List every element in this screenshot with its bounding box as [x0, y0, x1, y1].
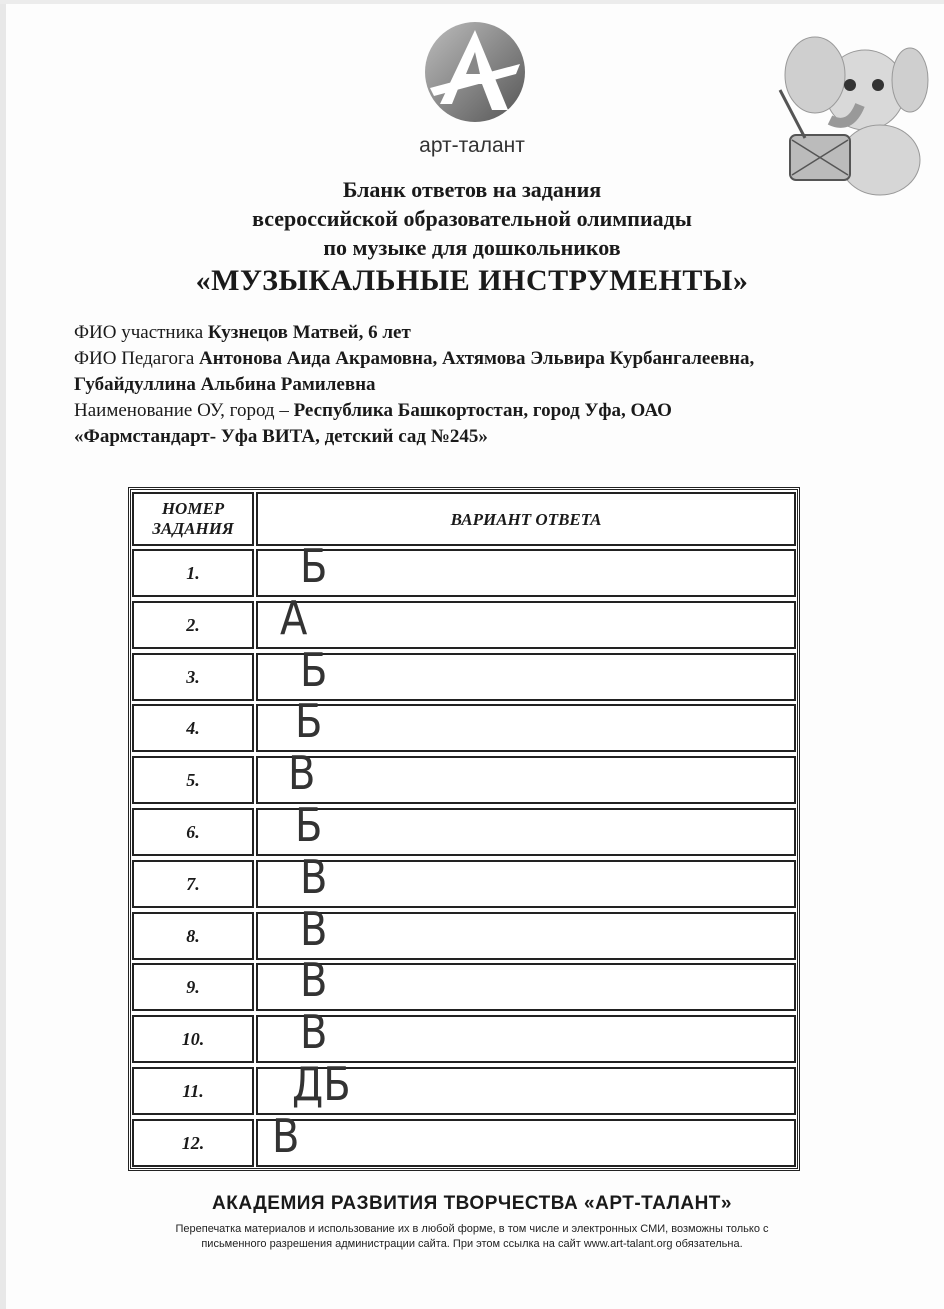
- handwritten-answer: В: [272, 1110, 300, 1164]
- answer-cell: [256, 1119, 796, 1167]
- header-num-line-2: ЗАДАНИЯ: [152, 519, 234, 538]
- participant-line: [74, 320, 874, 346]
- task-number-cell: 4.: [132, 704, 254, 752]
- footer-title: АКАДЕМИЯ РАЗВИТИЯ ТВОРЧЕСТВА «АРТ-ТАЛАНТ»: [212, 1193, 732, 1214]
- handwritten-answer: ДБ: [292, 1058, 351, 1112]
- participant-value: Кузнецов Матвей, 6 лет: [207, 322, 411, 343]
- title-line-3: по музыке для дошкольников: [323, 235, 621, 260]
- handwritten-answer: В: [288, 747, 316, 801]
- teacher-value-2: Губайдуллина Альбина Рамилевна: [74, 374, 376, 395]
- answer-cell: [256, 653, 796, 701]
- handwritten-answer: А: [280, 592, 308, 646]
- olympiad-name: «МУЗЫКАЛЬНЫЕ ИНСТРУМЕНТЫ»: [195, 264, 749, 297]
- title-line-1: Бланк ответов на задания: [342, 177, 602, 202]
- answer-cell: [256, 912, 796, 960]
- task-number-cell: 9.: [132, 963, 254, 1011]
- answer-cell: [256, 808, 796, 856]
- header-num-line-1: НОМЕР: [161, 499, 225, 518]
- art-talant-logo-icon: [420, 18, 530, 126]
- participant-label: ФИО участника: [74, 322, 208, 343]
- answer-cell: [256, 601, 796, 649]
- institution-line: [74, 398, 874, 424]
- handwritten-answer: В: [300, 1006, 328, 1060]
- institution-label: Наименование ОУ, город –: [74, 400, 294, 421]
- answer-cell: [256, 963, 796, 1011]
- task-number-cell: 2.: [132, 601, 254, 649]
- footer-note-line-2: письменного разрешения администрации сайта. При этом ссылка на сайт www.art-talant.org обязательна.: [201, 1238, 743, 1250]
- task-number-cell: 1.: [132, 549, 254, 597]
- handwritten-answer: В: [300, 903, 328, 957]
- brand-name: арт-талант: [419, 134, 525, 157]
- header-task-number: [132, 492, 254, 546]
- teacher-label: ФИО Педагога: [74, 348, 200, 369]
- header-answer-variant: ВАРИАНТ ОТВЕТА: [256, 492, 796, 546]
- task-number-cell: 10.: [132, 1015, 254, 1063]
- handwritten-answer: Б: [300, 540, 328, 594]
- handwritten-answer: Б: [300, 644, 328, 698]
- handwritten-answer: В: [300, 954, 328, 1008]
- answer-cell: [256, 549, 796, 597]
- handwritten-answer: В: [300, 851, 328, 905]
- teacher-value-1: Антонова Аида Акрамовна, Ахтямова Эльвира Курбангалеевна,: [199, 348, 755, 369]
- task-number-cell: 12.: [132, 1119, 254, 1167]
- answer-cell: [256, 1015, 796, 1063]
- handwritten-answer: Б: [295, 799, 323, 853]
- answer-cell: [256, 704, 796, 752]
- task-number-cell: 6.: [132, 808, 254, 856]
- title-line-2: всероссийской образовательной олимпиады: [252, 206, 692, 231]
- task-number-cell: 5.: [132, 756, 254, 804]
- institution-value-2: «Фармстандарт- Уфа ВИТА, детский сад №245»: [74, 426, 488, 447]
- scan-edge: [0, 0, 6, 1309]
- teacher-line-2: [74, 372, 874, 398]
- footer-note: [100, 1222, 844, 1252]
- answer-cell: [256, 860, 796, 908]
- institution-value-1: Республика Башкортостан, город Уфа, ОАО: [293, 400, 672, 421]
- institution-line-2: [74, 424, 874, 450]
- task-number-cell: 8.: [132, 912, 254, 960]
- task-number-cell: 7.: [132, 860, 254, 908]
- task-number-cell: 11.: [132, 1067, 254, 1115]
- elephant-drummer-illustration: [770, 20, 930, 200]
- task-number-cell: 3.: [132, 653, 254, 701]
- answer-cell: [256, 756, 796, 804]
- footer-note-line-1: Перепечатка материалов и использование их в любой форме, в том числе и электронных СМИ, возможны только с: [175, 1223, 769, 1235]
- scan-top-edge: [0, 0, 944, 4]
- teacher-line: [74, 346, 874, 372]
- handwritten-answer: Б: [295, 695, 323, 749]
